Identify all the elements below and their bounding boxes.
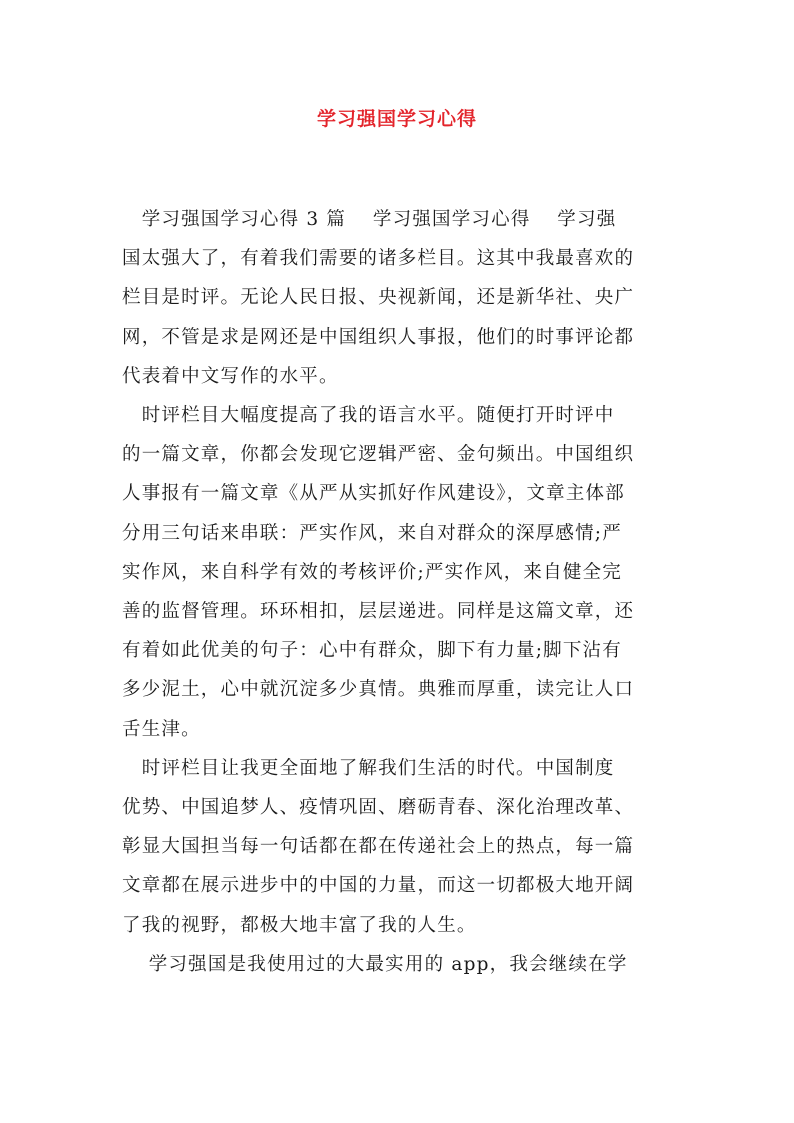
text-line: 有着如此优美的句子：心中有群众，脚下有力量;脚下沾有	[122, 640, 622, 662]
text-line: 学习强国学习心得 3 篇 学习强国学习心得 学习强	[122, 209, 617, 230]
text-line: 网，不管是求是网还是中国组织人事报，他们的时事评论都	[122, 326, 635, 348]
text-line: 时评栏目让我更全面地了解我们生活的时代。中国制度	[122, 757, 615, 779]
text-line: 舌生津。	[122, 718, 201, 740]
text-line: 学习强国是我使用过的大最实用的 app，我会继续在学	[122, 953, 628, 975]
text-line: 多少泥土，心中就沉淀多少真情。典雅而厚重，读完让人口	[122, 679, 635, 701]
text-line: 时评栏目大幅度提高了我的语言水平。随便打开时评中	[122, 405, 615, 427]
paragraph-3	[122, 749, 678, 945]
document-body	[122, 200, 678, 984]
text-line: 代表着中文写作的水平。	[122, 365, 339, 387]
text-line: 优势、中国追梦人、疫情巩固、磨砺青春、深化治理改革、	[122, 797, 635, 819]
text-line: 彰显大国担当每一句话都在都在传递社会上的热点，每一篇	[122, 836, 635, 858]
text-line: 实作风，来自科学有效的考核评价;严实作风，来自健全完	[122, 561, 622, 583]
text-line: 文章都在展示进步中的中国的力量，而这一切都极大地开阔	[122, 875, 635, 897]
text-line: 人事报有一篇文章《从严从实抓好作风建设》，文章主体部	[122, 483, 625, 505]
text-line: 了我的视野，都极大地丰富了我的人生。	[122, 914, 477, 936]
paragraph-4	[122, 945, 678, 984]
text-line: 国太强大了，有着我们需要的诸多栏目。这其中我最喜欢的	[122, 248, 635, 270]
text-line: 分用三句话来串联：严实作风，来自对群众的深厚感情;严	[122, 522, 622, 544]
paragraph-1	[122, 200, 678, 396]
text-line: 的一篇文章，你都会发现它逻辑严密、金句频出。中国组织	[122, 444, 635, 466]
text-line: 善的监督管理。环环相扣，层层递进。同样是这篇文章，还	[122, 601, 635, 623]
paragraph-2	[122, 396, 678, 749]
text-line: 栏目是时评。无论人民日报、央视新闻，还是新华社、央广	[122, 287, 635, 309]
document-title: 学习强国学习心得	[316, 108, 477, 130]
